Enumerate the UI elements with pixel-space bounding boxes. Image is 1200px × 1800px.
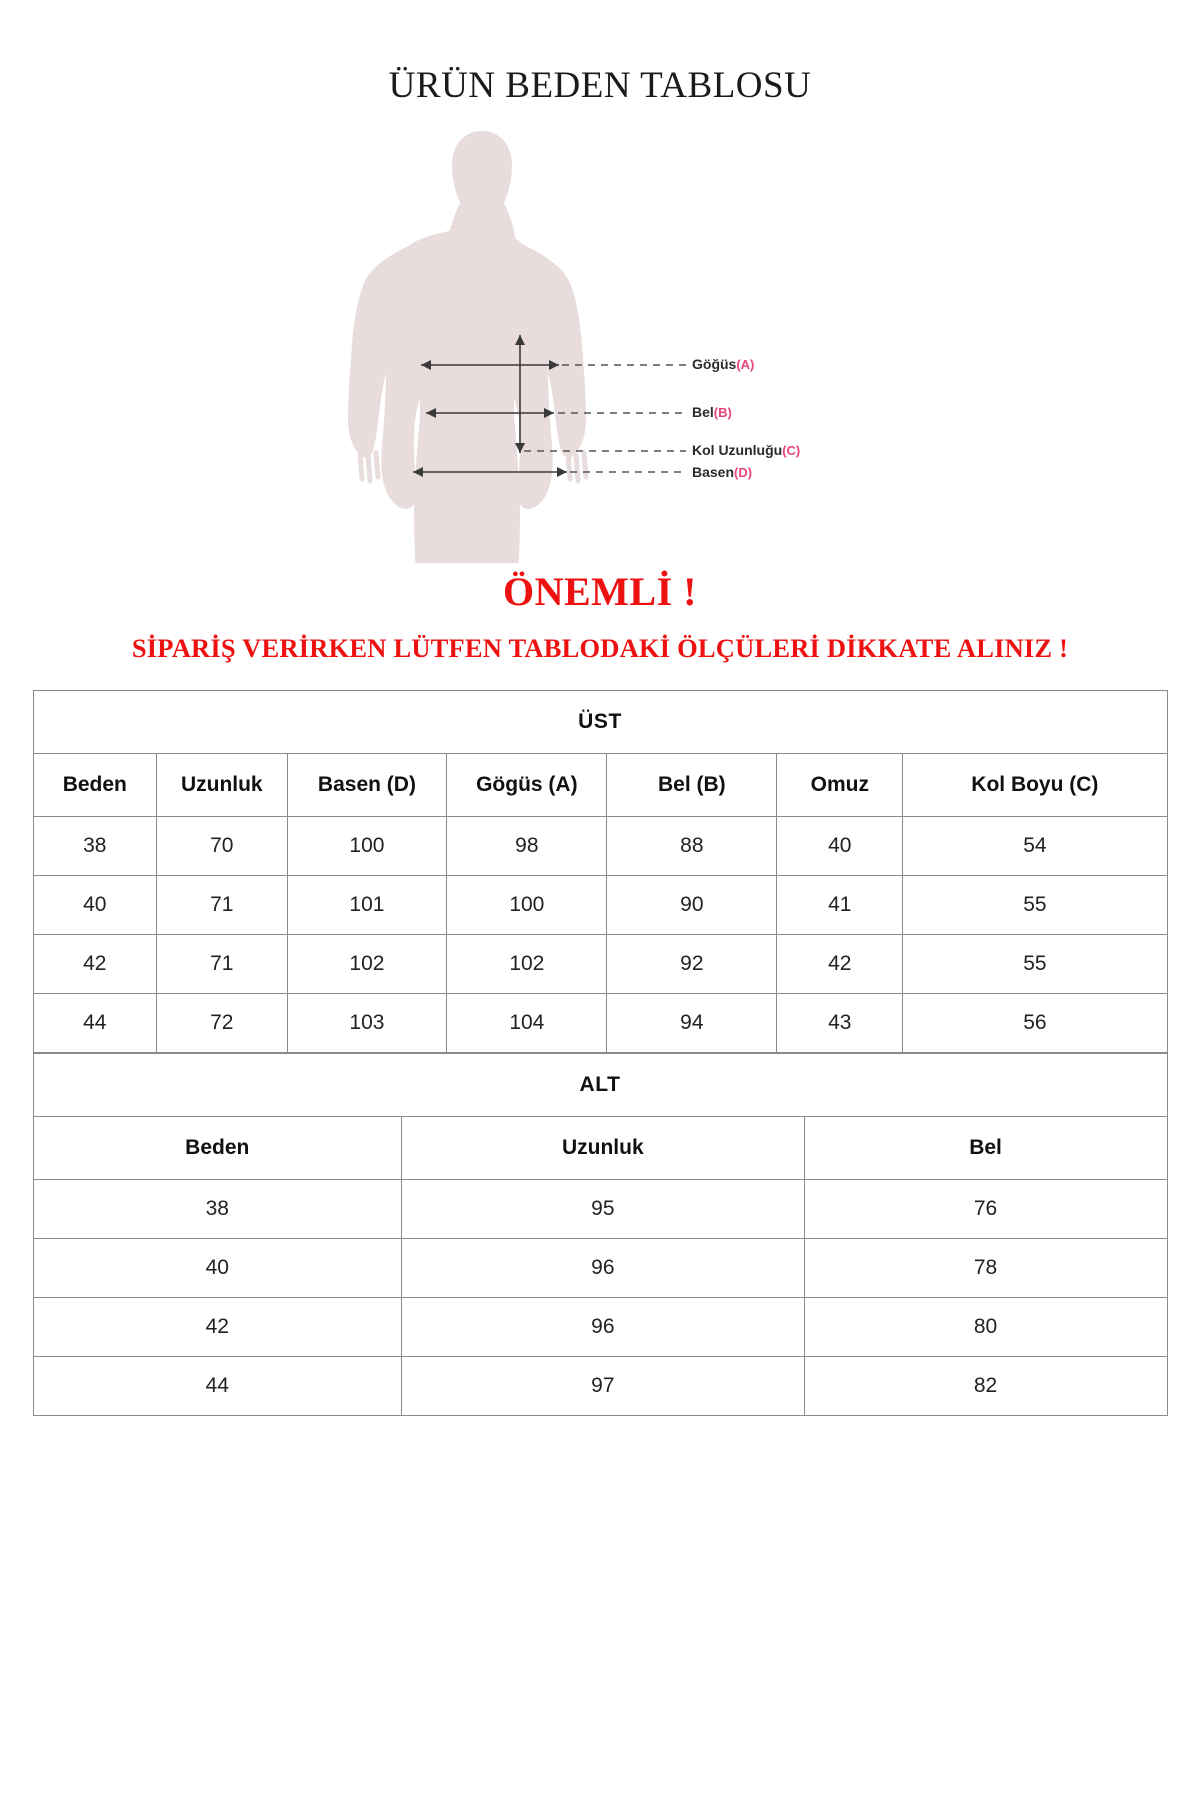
table-row xyxy=(33,1239,1167,1298)
measure-label-bel-code: (B) xyxy=(713,404,732,420)
col-header-alt-bel: Bel xyxy=(804,1117,1167,1180)
col-header-bel: Bel (B) xyxy=(607,754,777,817)
measure-label-basen xyxy=(692,464,752,480)
table-row xyxy=(33,876,1167,935)
cell-alt-uzunluk: 95 xyxy=(402,1180,805,1239)
cell-uzunluk: 71 xyxy=(157,876,287,935)
col-header-alt-beden: Beden xyxy=(33,1117,402,1180)
cell-gogus: 102 xyxy=(447,935,607,994)
measure-label-basen-text: Basen xyxy=(692,463,735,480)
cell-beden: 40 xyxy=(33,876,157,935)
bottom-size-table xyxy=(33,1053,1168,1416)
top-section-header-row xyxy=(33,691,1167,754)
cell-omuz: 40 xyxy=(777,817,903,876)
cell-uzunluk: 71 xyxy=(157,935,287,994)
cell-beden: 42 xyxy=(33,935,157,994)
col-header-gogus: Gögüs (A) xyxy=(447,754,607,817)
cell-uzunluk: 72 xyxy=(157,994,287,1053)
cell-alt-uzunluk: 96 xyxy=(402,1239,805,1298)
cell-beden: 38 xyxy=(33,817,157,876)
cell-basen: 101 xyxy=(287,876,447,935)
cell-alt-bel: 76 xyxy=(804,1180,1167,1239)
cell-kol-boyu: 54 xyxy=(903,817,1167,876)
measurement-figure xyxy=(0,123,1200,563)
cell-alt-bel: 78 xyxy=(804,1239,1167,1298)
cell-basen: 100 xyxy=(287,817,447,876)
cell-bel: 92 xyxy=(607,935,777,994)
cell-gogus: 100 xyxy=(447,876,607,935)
female-body-silhouette xyxy=(0,123,1200,563)
top-column-header-row xyxy=(33,754,1167,817)
cell-basen: 102 xyxy=(287,935,447,994)
col-header-uzunluk: Uzunluk xyxy=(157,754,287,817)
table-row xyxy=(33,994,1167,1053)
measure-label-gogus-text: Göğüs xyxy=(692,355,737,372)
table-row xyxy=(33,817,1167,876)
cell-alt-beden: 40 xyxy=(33,1239,402,1298)
bottom-column-header-row xyxy=(33,1117,1167,1180)
notice-headline: ÖNEMLİ ! xyxy=(503,568,697,614)
cell-bel: 88 xyxy=(607,817,777,876)
important-notice xyxy=(0,569,1200,663)
page-title: ÜRÜN BEDEN TABLOSU xyxy=(388,65,812,106)
cell-gogus: 98 xyxy=(447,817,607,876)
cell-bel: 94 xyxy=(607,994,777,1053)
col-header-omuz: Omuz xyxy=(777,754,903,817)
cell-alt-uzunluk: 96 xyxy=(402,1298,805,1357)
col-header-kol-boyu: Kol Boyu (C) xyxy=(903,754,1167,817)
bottom-section-header-row xyxy=(33,1054,1167,1117)
cell-basen: 103 xyxy=(287,994,447,1053)
cell-omuz: 43 xyxy=(777,994,903,1053)
cell-alt-beden: 42 xyxy=(33,1298,402,1357)
cell-beden: 44 xyxy=(33,994,157,1053)
measure-label-kol-uzunlugu xyxy=(692,442,800,458)
table-row xyxy=(33,1298,1167,1357)
cell-alt-beden: 38 xyxy=(33,1180,402,1239)
cell-omuz: 42 xyxy=(777,935,903,994)
bottom-section-label: ALT xyxy=(33,1054,1167,1117)
cell-alt-beden: 44 xyxy=(33,1357,402,1416)
measure-label-gogus-code: (A) xyxy=(736,356,755,372)
measure-label-kol-uzunlugu-code: (C) xyxy=(782,442,801,458)
cell-uzunluk: 70 xyxy=(157,817,287,876)
cell-omuz: 41 xyxy=(777,876,903,935)
cell-bel: 90 xyxy=(607,876,777,935)
cell-kol-boyu: 56 xyxy=(903,994,1167,1053)
cell-kol-boyu: 55 xyxy=(903,876,1167,935)
size-tables xyxy=(33,690,1168,1416)
top-size-table xyxy=(33,690,1168,1053)
measure-label-gogus xyxy=(692,356,754,372)
table-row xyxy=(33,1180,1167,1239)
col-header-beden: Beden xyxy=(33,754,157,817)
measure-label-bel xyxy=(692,404,732,420)
col-header-alt-uzunluk: Uzunluk xyxy=(402,1117,805,1180)
table-row xyxy=(33,935,1167,994)
table-row xyxy=(33,1357,1167,1416)
measure-label-kol-uzunlugu-text: Kol Uzunluğu xyxy=(692,441,783,458)
cell-kol-boyu: 55 xyxy=(903,935,1167,994)
cell-alt-bel: 80 xyxy=(804,1298,1167,1357)
cell-alt-uzunluk: 97 xyxy=(402,1357,805,1416)
notice-subline: SİPARİŞ VERİRKEN LÜTFEN TABLODAKİ ÖLÇÜLERİ DİKKATE ALINIZ ! xyxy=(131,632,1069,663)
cell-gogus: 104 xyxy=(447,994,607,1053)
measure-label-basen-code: (D) xyxy=(734,464,753,480)
cell-alt-bel: 82 xyxy=(804,1357,1167,1416)
col-header-basen: Basen (D) xyxy=(287,754,447,817)
measure-label-bel-text: Bel xyxy=(692,403,714,420)
top-section-label: ÜST xyxy=(33,691,1167,754)
